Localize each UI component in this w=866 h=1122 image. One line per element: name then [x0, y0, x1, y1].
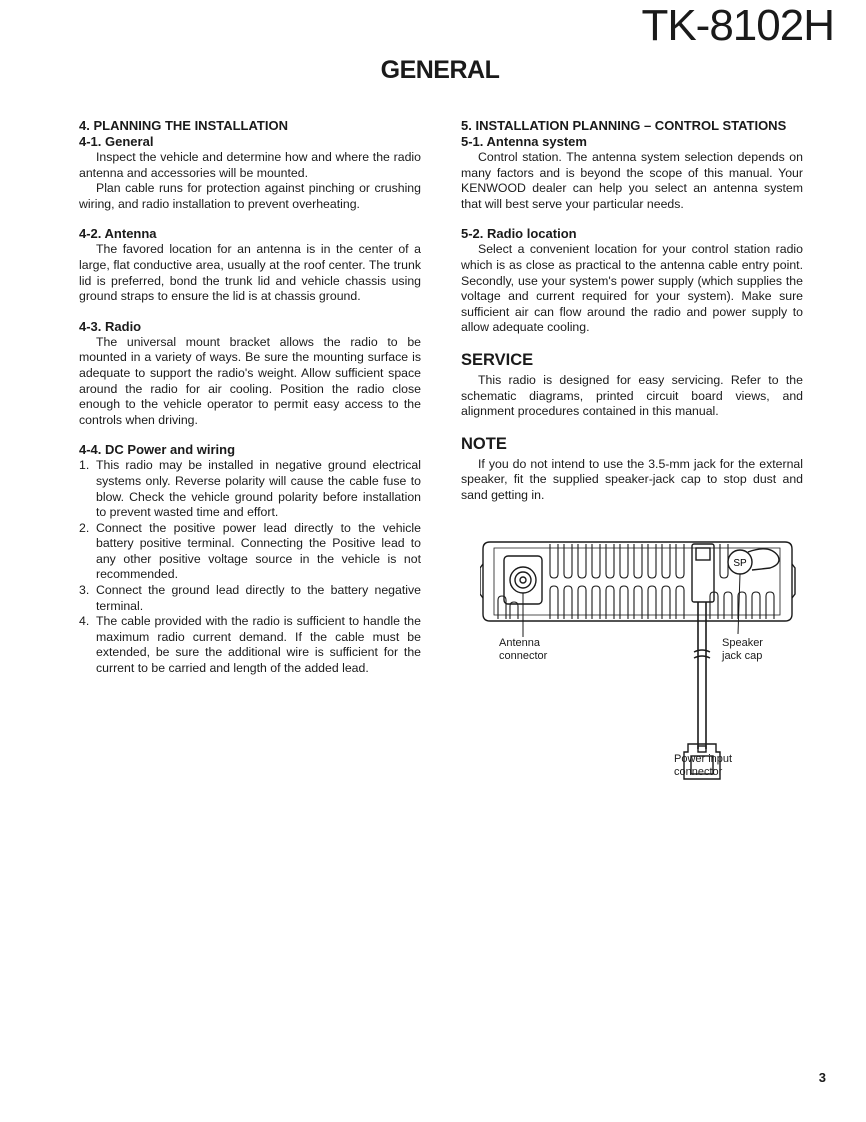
section-4-4-heading: 4-4. DC Power and wiring: [79, 442, 236, 458]
list-item-number: 3.: [79, 583, 90, 598]
section-4-heading: 4. PLANNING THE INSTALLATION: [79, 118, 288, 133]
section-4-2-paragraph: The favored location for an antenna is in the center of a large, flat conductive area, usually at the roof center. The trunk lid is preferred, bond the trunk lid and vehicle chassis using ground straps to ensure the lid is at chassis ground.: [79, 242, 421, 304]
list-item: [79, 521, 421, 583]
speaker-label-line-2: jack cap: [722, 650, 763, 662]
list-item-text: Connect the positive power lead directly to the vehicle battery positive terminal. Connecting the Positive lead to any other positive voltage source in the vehicle is not recommended.: [96, 520, 421, 582]
list-item-number: 1.: [79, 458, 90, 473]
left-column: [79, 118, 421, 677]
speaker-jack-sp-text: SP: [733, 558, 747, 569]
right-column: [461, 118, 803, 504]
section-5-1-heading: 5-1. Antenna system: [461, 134, 587, 149]
section-4-2-heading: 4-2. Antenna: [79, 226, 157, 242]
antenna-label-line-1: Antenna: [499, 637, 540, 649]
power-input-connector-label: [674, 753, 732, 779]
list-item-number: 4.: [79, 614, 90, 629]
power-label-line-2: connector: [674, 766, 723, 778]
section-4-1-paragraph-1: Inspect the vehicle and determine how and where the radio antenna and accessories will be mounted.: [79, 150, 421, 180]
section-4-3-heading: 4-3. Radio: [79, 318, 142, 334]
section-5-2-heading: 5-2. Radio location: [461, 226, 577, 242]
page-title: GENERAL: [380, 56, 500, 84]
section-5-2-paragraph: Select a convenient location for your control station radio which is as close as practical to the antenna cable entry point. Secondly, use your system's power supply (which supplies the voltage and current required for your system). Make sure sufficient air can flow around the radio and power supply to allow adequate cooling.: [461, 242, 803, 335]
service-paragraph: This radio is designed for easy servicing. Refer to the schematic diagrams, printed circuit board views, and alignment procedures contained in this manual.: [461, 372, 803, 419]
dc-power-list: [79, 458, 421, 676]
section-4-1-paragraph-2: Plan cable runs for protection against pinching or crushing wiring, and radio installation to prevent overheating.: [79, 181, 421, 211]
note-heading: NOTE: [461, 434, 507, 453]
speaker-jack-cap-label: [722, 637, 763, 663]
list-item-text: The cable provided with the radio is sufficient to handle the maximum radio current demand. If the cable must be extended, be sure the additional wire is sufficient for the current to be carried and length of the added lead.: [96, 614, 421, 676]
list-item-number: 2.: [79, 520, 90, 535]
section-4-3-paragraph: The universal mount bracket allows the radio to be mounted in a variety of ways. Be sure the mounting surface is adequate to support the radio's weight. Allow sufficient space around the radio for air cooling. Position the radio close enough to the vehicle operator to permit easy access to the controls when driving.: [79, 334, 421, 427]
list-item-text: Connect the ground lead directly to the battery negative terminal.: [96, 583, 421, 613]
section-5-heading: 5. INSTALLATION PLANNING – CONTROL STATIONS: [461, 118, 787, 133]
section-4-1-heading: 4-1. General: [79, 134, 154, 149]
list-item-text: This radio may be installed in negative ground electrical systems only. Reverse polarity will cause the cable fuse to blow. Check the vehicle ground polarity before installation to prevent wasted time and effort.: [96, 458, 421, 520]
list-item: [79, 458, 421, 520]
antenna-connector-label: [499, 637, 547, 663]
list-item: [79, 614, 421, 676]
note-paragraph: If you do not intend to use the 3.5-mm jack for the external speaker, fit the supplied speaker-jack cap to stop dust and sand getting in.: [461, 456, 803, 502]
model-number: TK-8102H: [641, 1, 834, 50]
list-item: [79, 583, 421, 614]
radio-rear-diagram: [480, 534, 800, 784]
service-heading: SERVICE: [461, 350, 534, 369]
page-number: 3: [818, 1070, 826, 1085]
speaker-label-line-1: Speaker: [722, 637, 763, 649]
antenna-label-line-2: connector: [499, 650, 548, 662]
section-5-1-paragraph: Control station. The antenna system selection depends on many factors and is beyond the scope of this manual. Your KENWOOD dealer can help you select an antenna system that will best serve your particular needs.: [461, 150, 803, 211]
power-label-line-1: Power input: [674, 753, 733, 765]
